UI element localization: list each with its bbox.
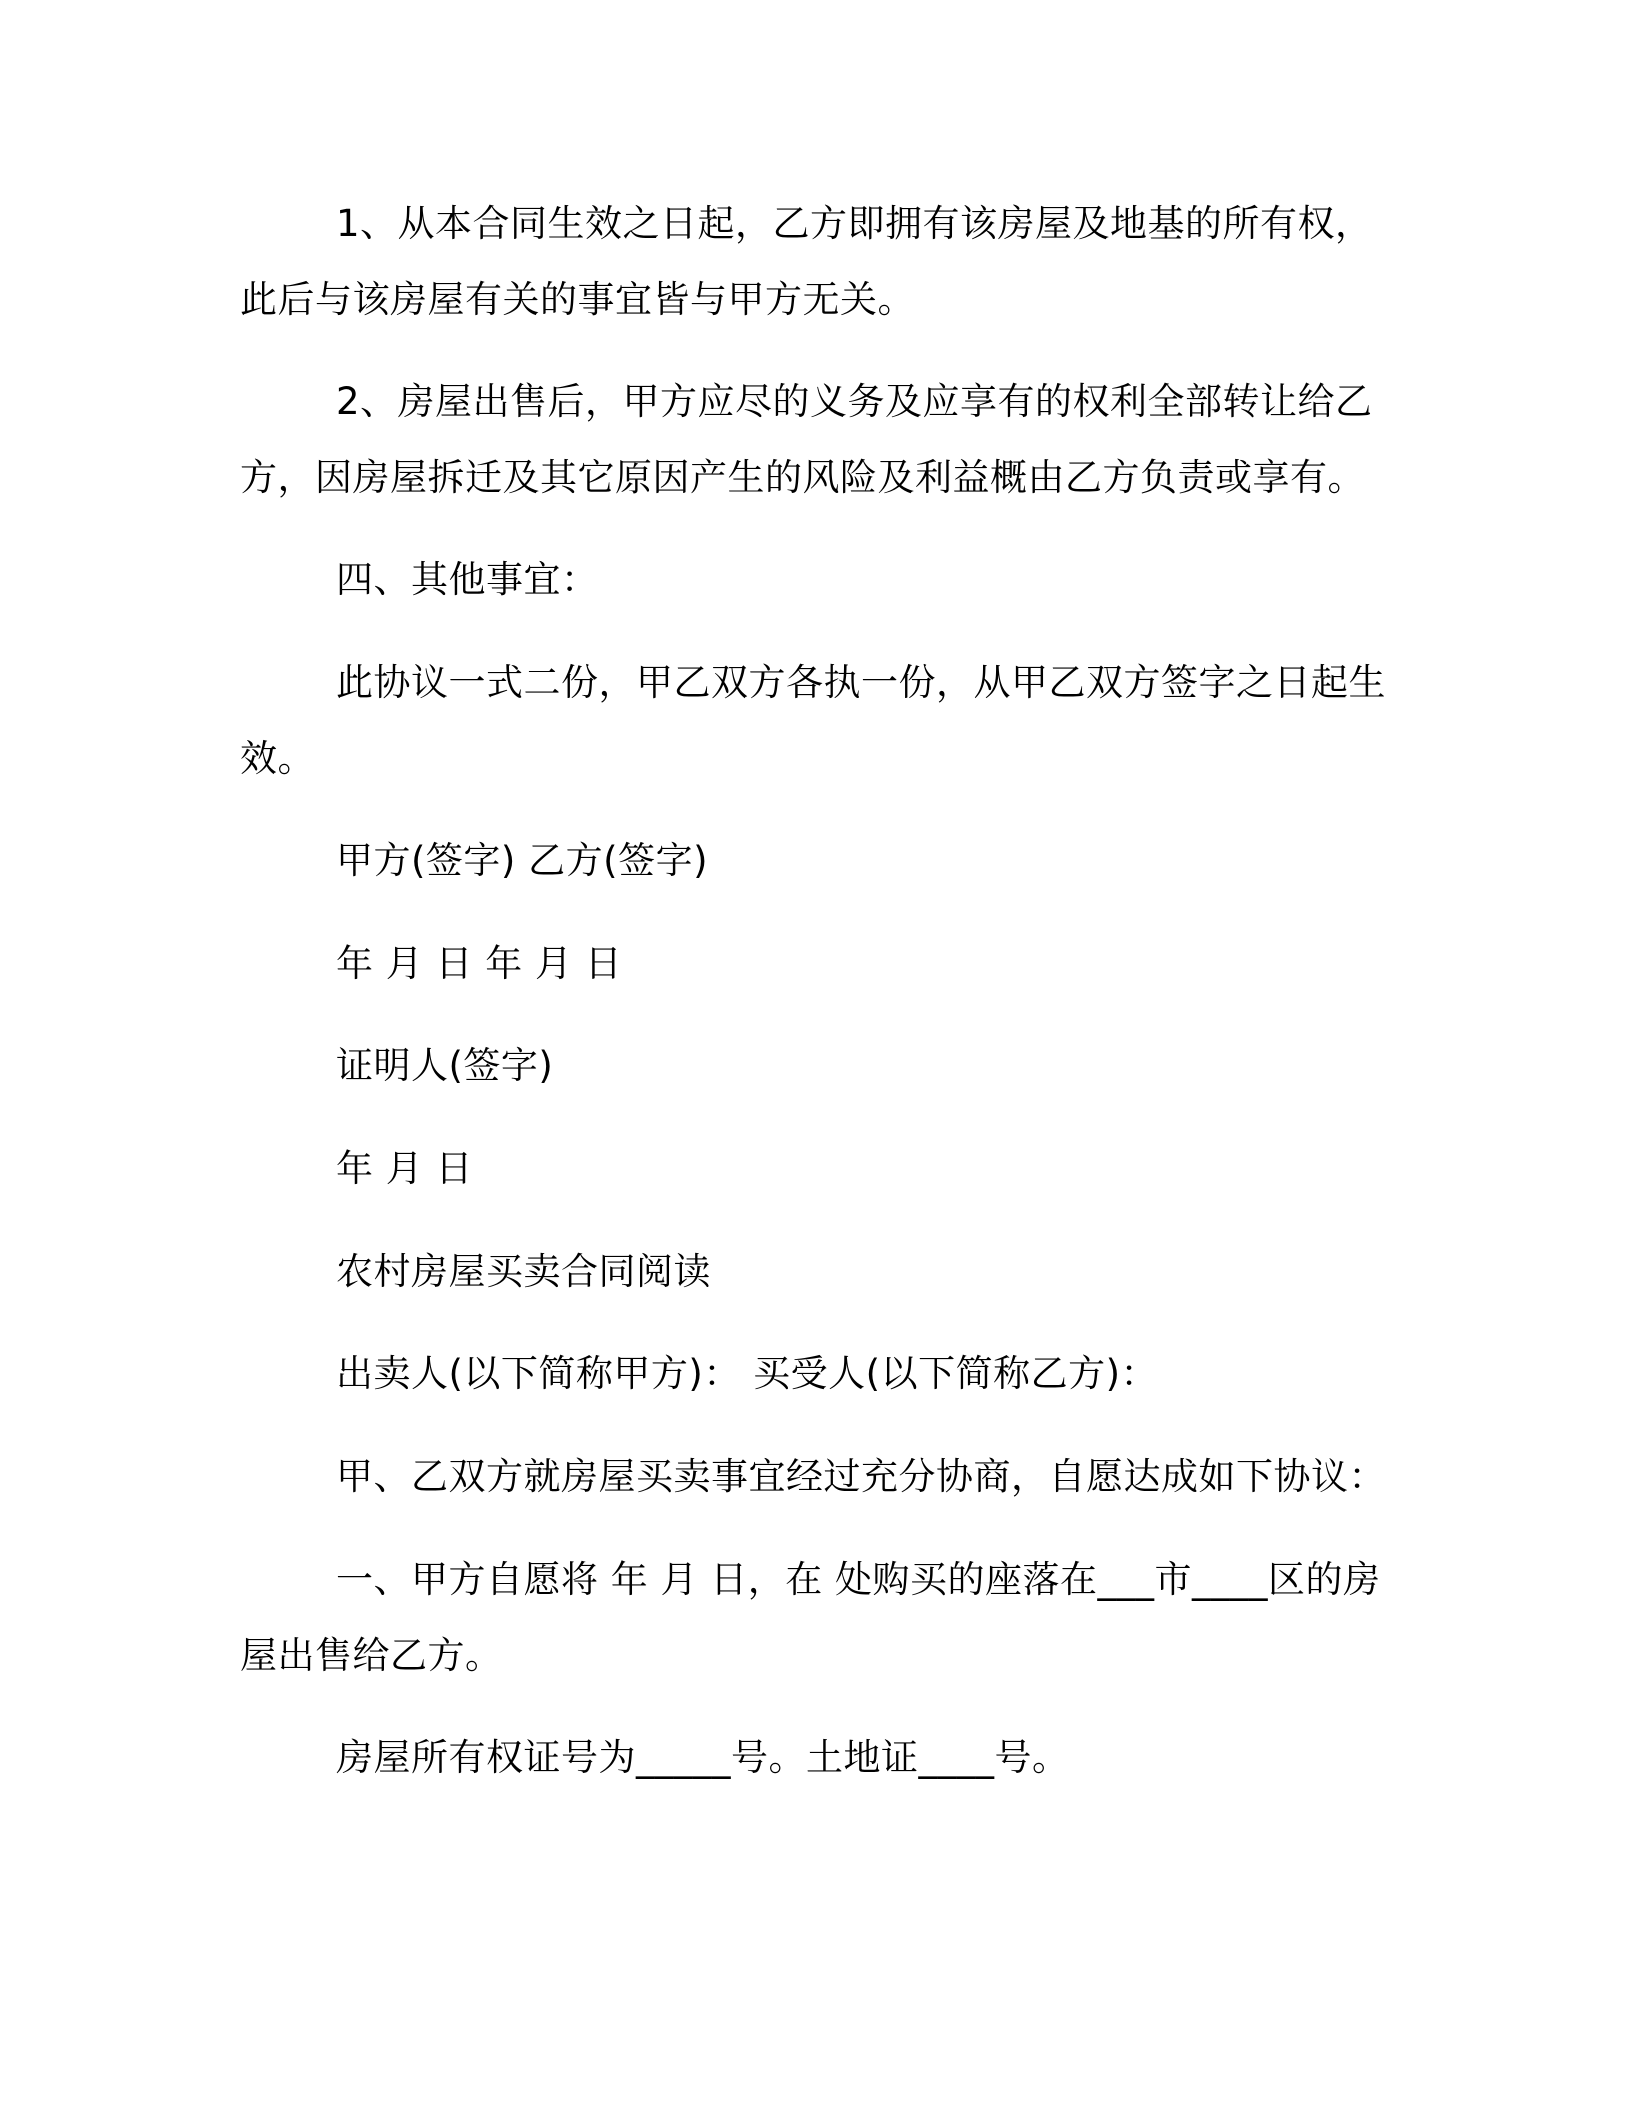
paragraph-ownership-transfer: 1、从本合同生效之日起，乙方即拥有该房屋及地基的所有权，此后与该房屋有关的事宜皆与甲方无关。 <box>240 202 1373 321</box>
date-line-parties: 年 月 日 年 月 日 <box>336 942 623 985</box>
clause-one-sale: 一、甲方自愿将 年 月 日，在 处购买的座落在___市____区的房屋出售给乙方。 <box>240 1558 1381 1677</box>
date-line-witness: 年 月 日 <box>336 1147 474 1190</box>
paragraph-agreement-intro: 甲、乙双方就房屋买卖事宜经过充分协商，自愿达成如下协议： <box>336 1455 1386 1498</box>
signature-line-parties: 甲方(签字) 乙方(签字) <box>336 839 709 882</box>
paragraph-copies-effective: 此协议一式二份，甲乙双方各执一份，从甲乙双方签字之日起生效。 <box>240 661 1386 780</box>
paragraph-rights-transfer: 2、房屋出售后，甲方应尽的义务及应享有的权利全部转让给乙方，因房屋拆迁及其它原因产生的风险及利益概由乙方负责或享有。 <box>240 380 1373 499</box>
section-heading-other-matters: 四、其他事宜： <box>336 558 599 601</box>
document-title: 农村房屋买卖合同阅读 <box>336 1250 711 1293</box>
signature-line-witness: 证明人(签字) <box>336 1044 554 1087</box>
certificate-numbers: 房屋所有权证号为_____号。土地证____号。 <box>336 1736 1070 1779</box>
parties-line: 出卖人(以下简称甲方)： 买受人(以下简称乙方)： <box>336 1352 1159 1395</box>
